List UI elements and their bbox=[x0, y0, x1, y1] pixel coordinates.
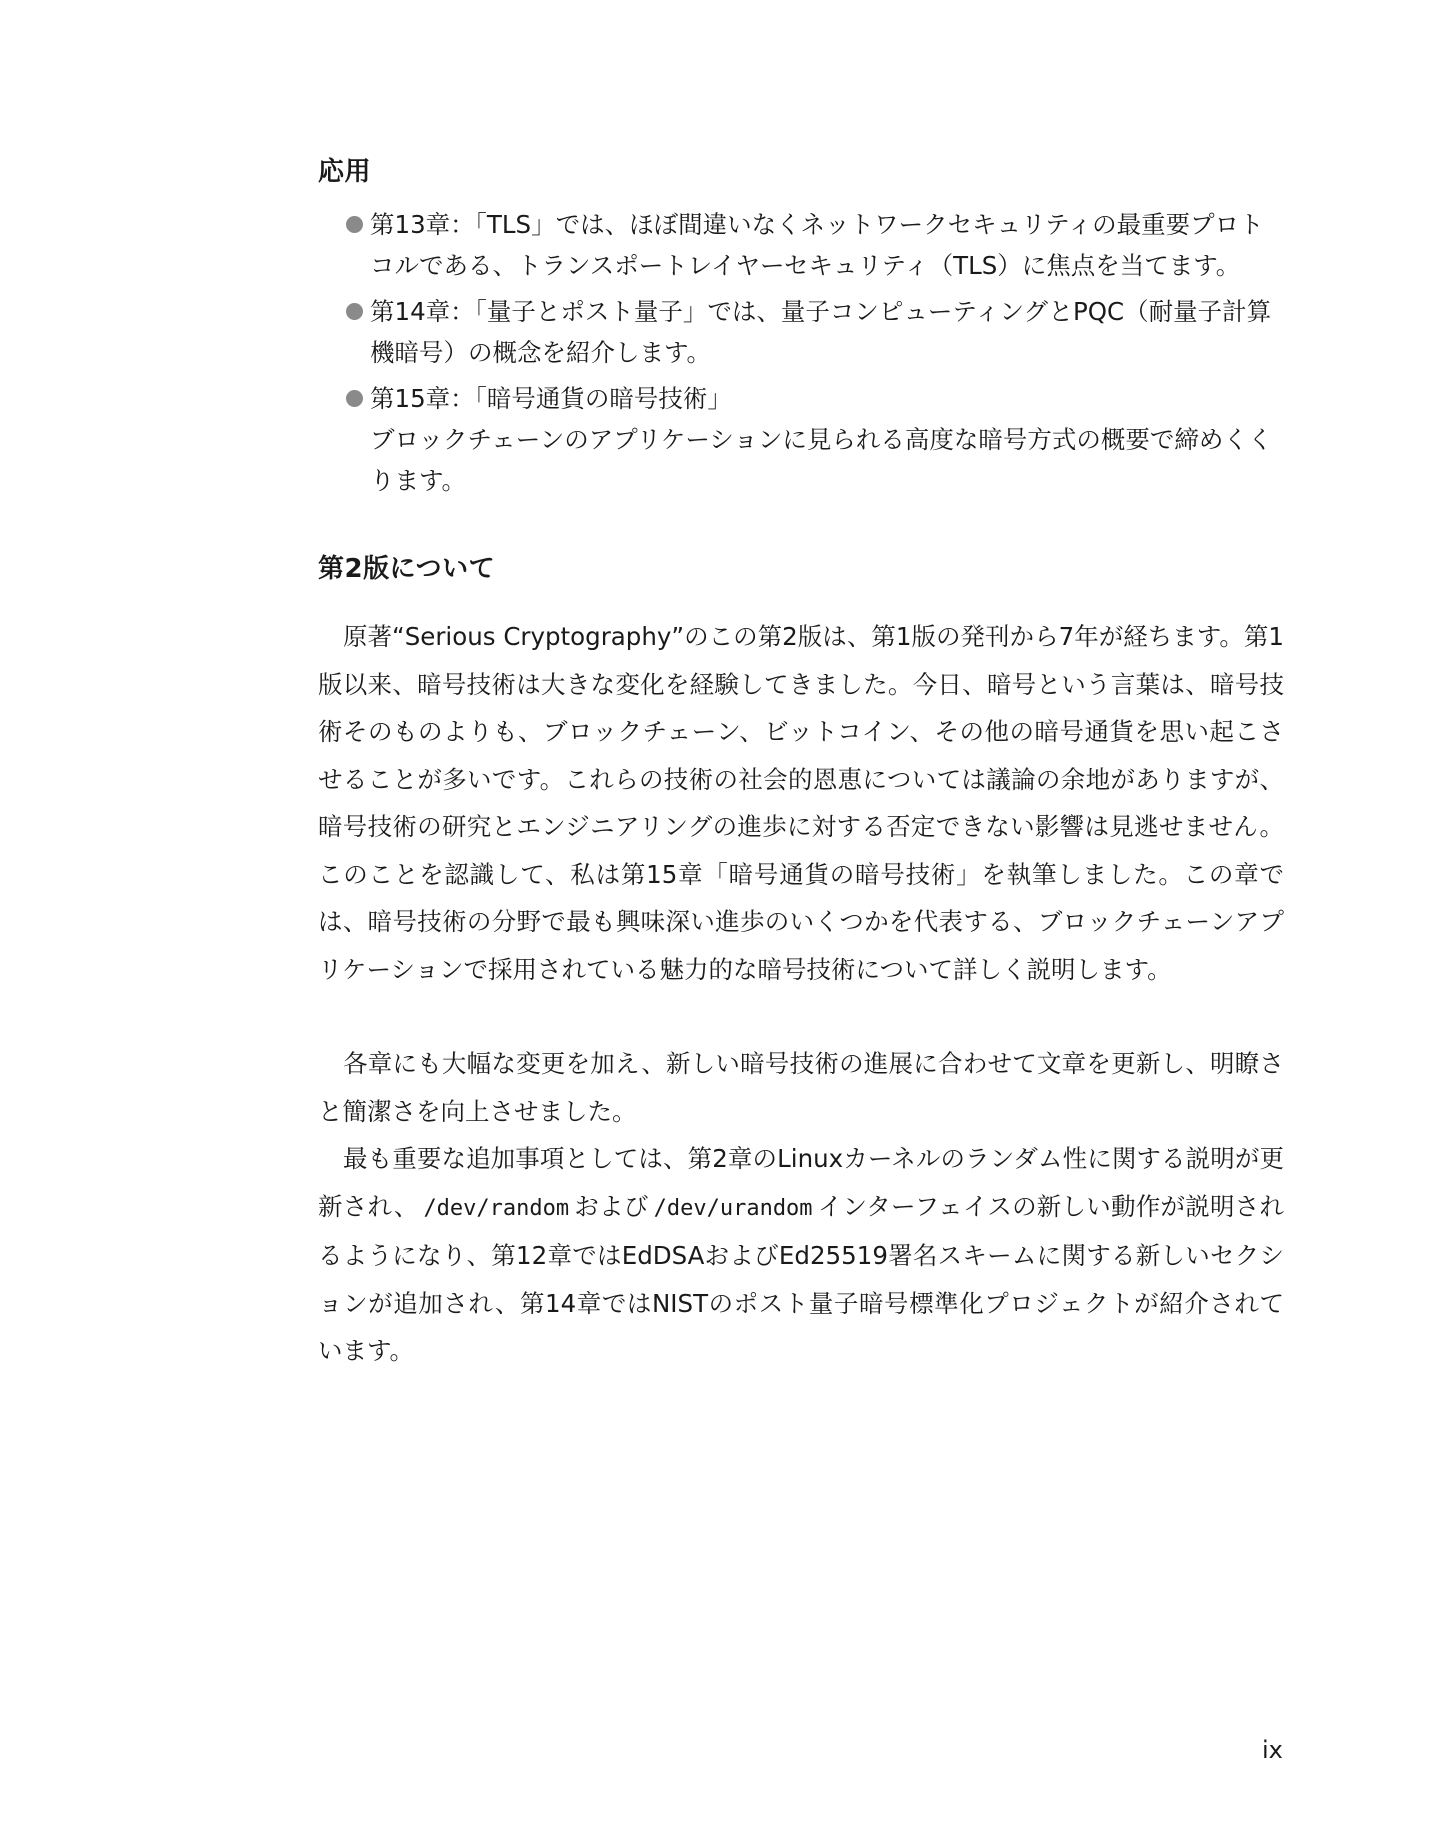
paragraph-key-additions bbox=[318, 1135, 1284, 1375]
code-dev-urandom: /dev/urandom bbox=[653, 1195, 813, 1221]
list-item-chapter-13 bbox=[350, 204, 1284, 286]
paragraph-edition-intro: 原著“Serious Cryptography”のこの第2版は、第1版の発刊から7年が経ちます。第1版以来、暗号技術は大きな変化を経験してきました。今日、暗号という言葉は、暗号技術そのものよりも、ブロックチェーン、ビットコイン、その他の暗号通貨を思い起こさせることが多いです。これらの技術の社会的恩恵については議論の余地がありますが、暗号技術の研究とエンジニアリングの進歩に対する否定できない影響は見逃せません。このことを認識して、私は第15章「暗号通貨の暗号技術」を執筆しました。この章では、暗号技術の分野で最も興味深い進歩のいくつかを代表する、ブロックチェーンアプリケーションで採用されている魅力的な暗号技術について詳しく説明します。 bbox=[318, 622, 1284, 984]
additions-text-2: および bbox=[574, 1191, 649, 1221]
chapter-15-title: 第15章：「暗号通貨の暗号技術」 bbox=[370, 384, 732, 413]
chapter-15-text: ブロックチェーンのアプリケーションに見られる高度な暗号方式の概要で締めくくります。 bbox=[370, 425, 1273, 495]
paragraph-chapter-updates: 各章にも大幅な変更を加え、新しい暗号技術の進展に合わせて文章を更新し、明瞭さと簡潔さを向上させました。 bbox=[318, 1049, 1284, 1126]
bullet-icon bbox=[346, 390, 363, 407]
code-dev-random: /dev/random bbox=[423, 1195, 570, 1221]
list-item-chapter-14 bbox=[350, 291, 1284, 373]
section-heading-applications: 応用 bbox=[318, 157, 372, 187]
chapter-list bbox=[318, 204, 1284, 501]
page-number: ix bbox=[1262, 1736, 1283, 1764]
chapter-14-text: 第14章：「量子とポスト量子」では、量子コンピューティングとPQC（耐量子計算機暗号）の概念を紹介します。 bbox=[370, 297, 1272, 367]
section-second-edition bbox=[318, 547, 1284, 1375]
page-content bbox=[318, 150, 1284, 1375]
section-heading-second-edition: 第2版について bbox=[318, 554, 496, 584]
chapter-13-text: 第13章：「TLS」では、ほぼ間違いなくネットワークセキュリティの最重要プロトコルである、トランスポートレイヤーセキュリティ（TLS）に焦点を当てます。 bbox=[370, 210, 1264, 280]
additions-text-3: インターフェイスの新しい動作が説明されるようになり、第12章ではEdDSAおよびEd25519署名スキームに関する新しいセクションが追加され、第14章ではNISTのポスト量子暗号標準化プロジェクトが紹介されています。 bbox=[318, 1191, 1284, 1365]
bullet-icon bbox=[346, 303, 363, 320]
section-applications bbox=[318, 150, 1284, 501]
additions-text-1: 最も重要な追加事項としては、第2章のLinuxカーネルのランダム性に関する説明が更新され、 bbox=[318, 1144, 1284, 1221]
bullet-icon bbox=[346, 216, 363, 233]
list-item-chapter-15 bbox=[350, 378, 1284, 501]
